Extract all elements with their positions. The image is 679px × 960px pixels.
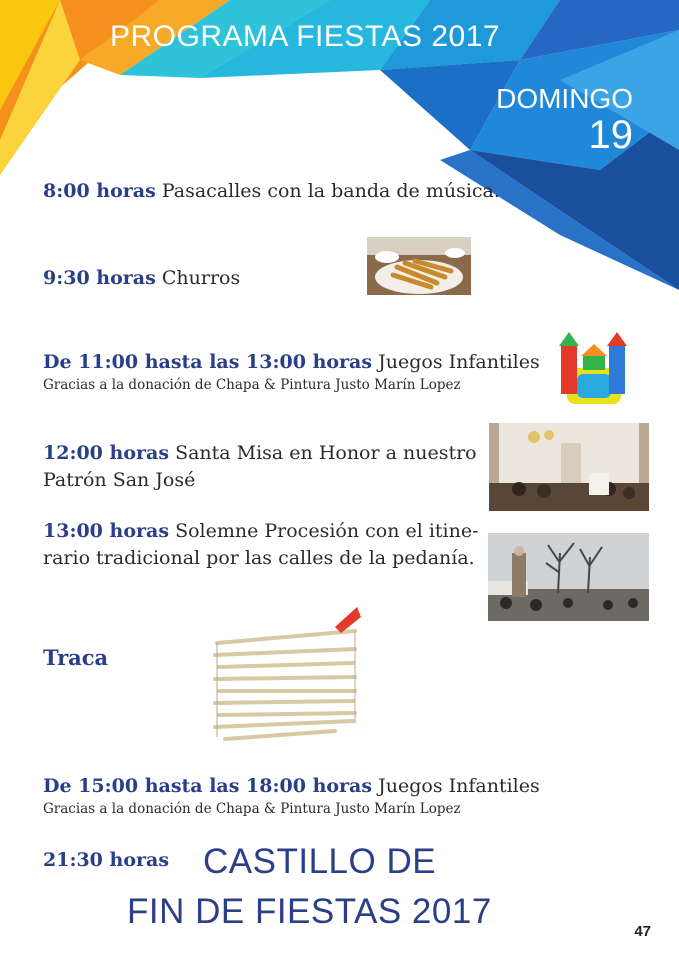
event-activity-line2: rario tradicional por las calles de la pedanía. xyxy=(43,547,475,569)
event-time: 8:00 horas xyxy=(43,180,156,202)
event-castillo xyxy=(43,847,169,874)
bouncy-castle-image xyxy=(553,328,633,408)
event-time: De 15:00 hasta las 18:00 horas xyxy=(43,775,373,797)
event-note: Gracias a la donación de Chapa & Pintura Justo Marín Lopez xyxy=(43,377,461,393)
event-time: 21:30 horas xyxy=(43,849,170,871)
event-activity: Juegos Infantiles xyxy=(378,351,540,373)
event-time: 12:00 horas xyxy=(43,442,170,464)
day-badge xyxy=(496,84,633,156)
event-note: Gracias a la donación de Chapa & Pintura Justo Marín Lopez xyxy=(43,801,461,817)
event-juegos-manana xyxy=(43,349,540,394)
program-title: PROGRAMA FIESTAS 2017 xyxy=(110,20,501,53)
event-activity-line2: Patrón San José xyxy=(43,469,196,491)
event-activity: Pasacalles con la banda de música. xyxy=(161,180,500,202)
page-number: 47 xyxy=(634,923,651,940)
event-time: De 11:00 hasta las 13:00 horas xyxy=(43,351,373,373)
event-activity: Solemne Procesión con el itine- xyxy=(175,520,479,542)
event-time: 13:00 horas xyxy=(43,520,170,542)
event-pasacalles xyxy=(43,178,500,205)
event-churros xyxy=(43,265,240,292)
event-activity: Juegos Infantiles xyxy=(378,775,540,797)
event-time: 9:30 horas xyxy=(43,267,156,289)
event-procesion xyxy=(43,518,479,572)
churros-photo xyxy=(367,237,471,295)
day-name: DOMINGO xyxy=(496,83,633,114)
mass-photo xyxy=(489,423,649,511)
event-activity: Santa Misa en Honor a nuestro xyxy=(175,442,477,464)
event-juegos-tarde xyxy=(43,773,540,818)
event-santa-misa xyxy=(43,440,477,494)
castillo-title-line1: CASTILLO DE xyxy=(203,842,437,881)
day-number: 19 xyxy=(588,113,633,157)
procession-photo xyxy=(488,533,649,621)
castillo-title-line2: FIN DE FIESTAS 2017 xyxy=(127,892,492,931)
event-activity: Churros xyxy=(161,267,241,289)
event-time: Traca xyxy=(43,645,109,670)
firecracker-image xyxy=(205,603,365,748)
